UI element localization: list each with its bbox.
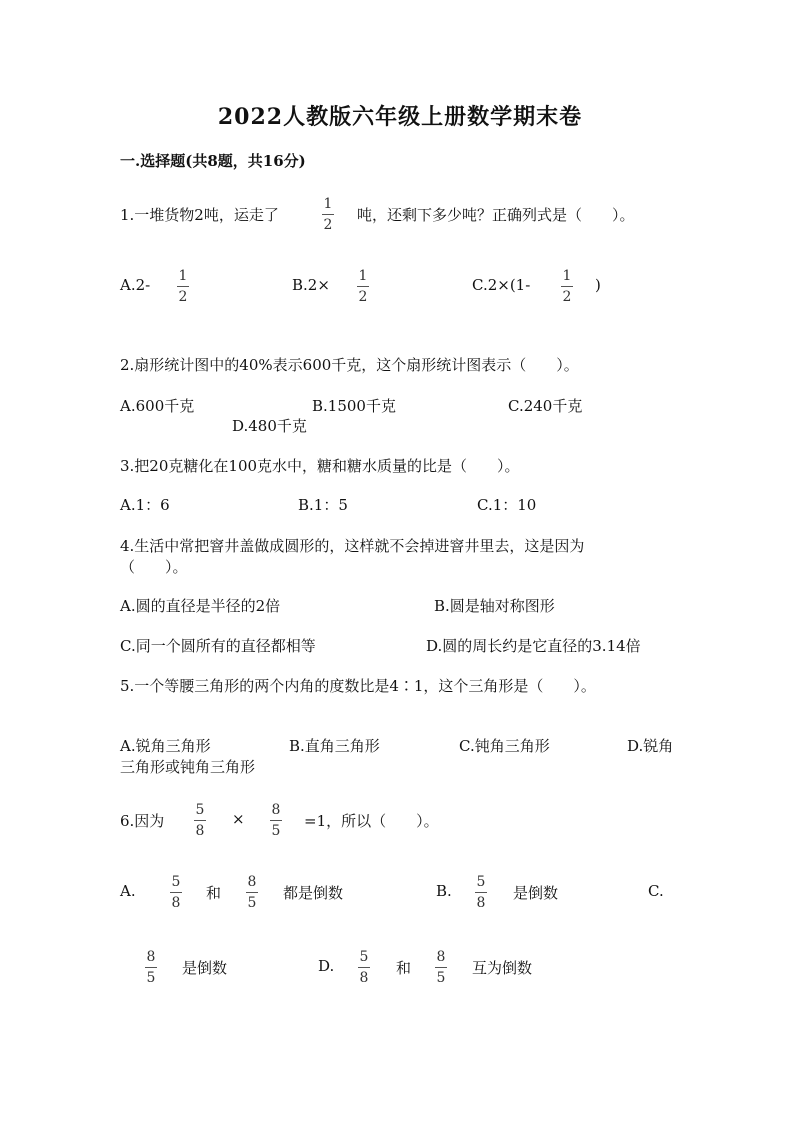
q1-stem-end: 吨，还剩下多少吨？正确列式是（ ）。: [357, 206, 635, 224]
q3-stem: 3.把20克糖化在100克水中，糖和糖水质量的比是（ ）。: [120, 457, 520, 475]
q6-option-a-fraction-1: 5 8: [171, 874, 181, 911]
q1-option-b-fraction: 1 2: [358, 268, 368, 305]
q6-option-c[interactable]: C.: [648, 882, 664, 900]
q4-stem-line1: 4.生活中常把窨井盖做成圆形的，这样就不会掉进窨井里去，这是因为: [120, 537, 585, 555]
q6-option-a-and: 和: [206, 884, 222, 902]
q6-option-d[interactable]: D.: [318, 957, 335, 975]
q1-option-b[interactable]: B.2×: [292, 276, 330, 294]
q4-option-d[interactable]: D.圆的周长约是它直径的3.14倍: [426, 637, 641, 655]
q2-option-b[interactable]: B.1500千克: [312, 397, 396, 415]
q6-option-b[interactable]: B.: [436, 882, 452, 900]
q6-option-d-fraction-2: 8 5: [436, 949, 446, 986]
q1-option-c-end: ): [595, 276, 601, 294]
q6-option-d-fraction-1: 5 8: [359, 949, 369, 986]
q2-option-c[interactable]: C.240千克: [508, 397, 583, 415]
q6-option-c-fraction: 8 5: [146, 949, 156, 986]
q6-option-b-fraction: 5 8: [476, 874, 486, 911]
q6-fraction-2: 8 5: [271, 802, 281, 839]
q5-option-d-cont: 三角形或钝角三角形: [120, 758, 256, 776]
q3-option-a[interactable]: A.1：6: [120, 496, 170, 514]
q6-option-c-end: 是倒数: [182, 959, 228, 977]
q4-option-c[interactable]: C.同一个圆所有的直径都相等: [120, 637, 316, 655]
q1-option-a-fraction: 1 2: [178, 268, 188, 305]
q1-stem: 1.一堆货物2吨，运走了: [120, 206, 279, 224]
q6-option-a-end: 都是倒数: [283, 884, 344, 902]
q6-option-a-fraction-2: 8 5: [247, 874, 257, 911]
q4-stem-line2: （ ）。: [120, 558, 188, 576]
q6-stem-end: =1，所以（ ）。: [304, 812, 439, 830]
q1-fraction: 1 2: [323, 196, 333, 233]
q5-option-b[interactable]: B.直角三角形: [289, 737, 380, 755]
section-heading: 一.选择题(共8题，共16分): [120, 152, 306, 170]
q4-option-a[interactable]: A.圆的直径是半径的2倍: [120, 597, 281, 615]
q2-option-a[interactable]: A.600千克: [120, 397, 195, 415]
q6-fraction-1: 5 8: [195, 802, 205, 839]
q2-stem: 2.扇形统计图中的40%表示600千克，这个扇形统计图表示（ ）。: [120, 356, 579, 374]
q5-option-d[interactable]: D.锐角: [627, 737, 674, 755]
q5-option-a[interactable]: A.锐角三角形: [120, 737, 211, 755]
q6-option-d-end: 互为倒数: [472, 959, 533, 977]
q6-option-d-and: 和: [396, 959, 412, 977]
q5-stem: 5.一个等腰三角形的两个内角的度数比是4∶1，这个三角形是（ ）。: [120, 677, 596, 695]
q1-option-c[interactable]: C.2×(1-: [472, 276, 531, 294]
q6-option-b-end: 是倒数: [513, 884, 559, 902]
q5-option-c[interactable]: C.钝角三角形: [459, 737, 550, 755]
q1-option-a[interactable]: A.2-: [120, 276, 151, 294]
q6-option-a[interactable]: A.: [120, 882, 136, 900]
q2-option-d[interactable]: D.480千克: [232, 417, 307, 435]
q4-option-b[interactable]: B.圆是轴对称图形: [434, 597, 555, 615]
q1-option-c-fraction: 1 2: [562, 268, 572, 305]
q3-option-b[interactable]: B.1：5: [298, 496, 348, 514]
q6-times: ×: [232, 810, 245, 828]
q3-option-c[interactable]: C.1：10: [477, 496, 537, 514]
page-title: 2022人教版六年级上册数学期末卷: [217, 104, 583, 130]
q6-stem: 6.因为: [120, 812, 165, 830]
